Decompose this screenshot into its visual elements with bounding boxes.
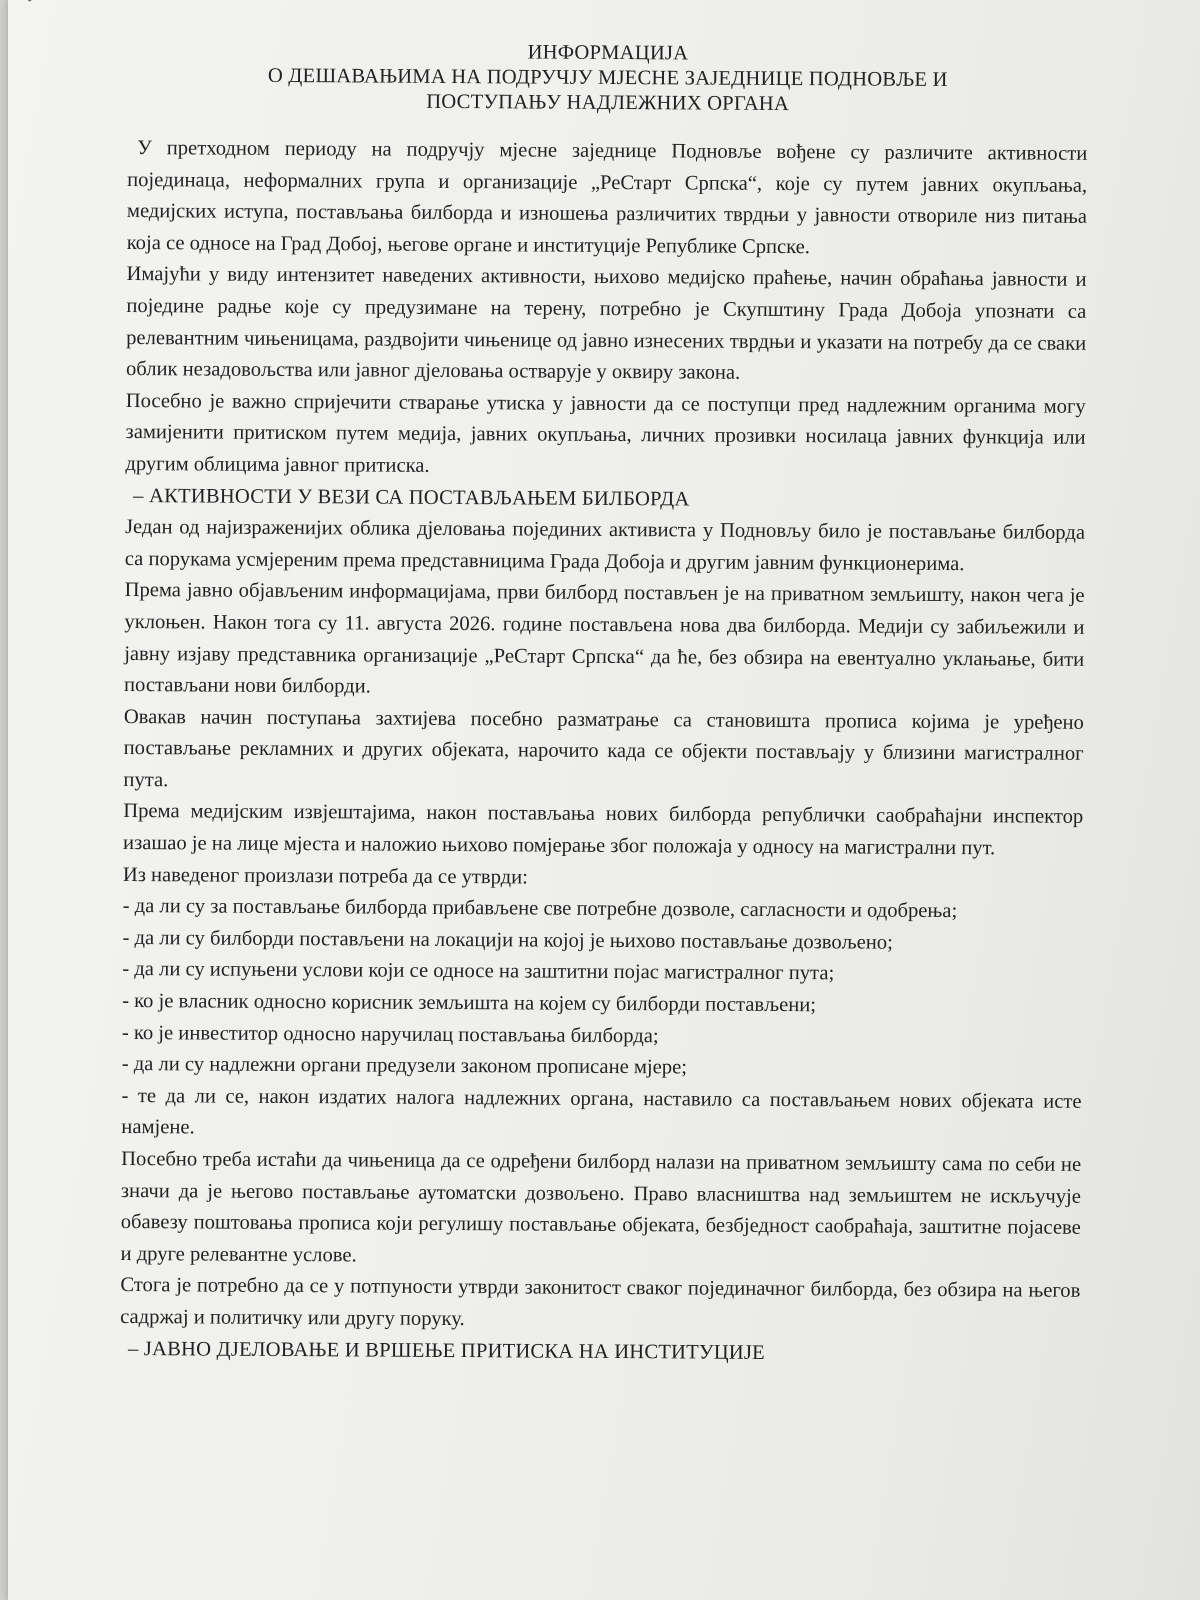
paragraph-intro-1: У претходном периоду на подручју мјесне заједнице Подновље вођене су различите активности појединаца, неформалних група и организације „РеСтарт Српска“, које су путем јавних окупљања, медијских иступа, постављања билборда и изношења различитих тврдњи у јавности отвориле низ питања која се односе на Град Добој, његове органе и институције Републике Српске. bbox=[126, 137, 1088, 258]
paragraph-billboards-2: Према јавно објављеним информацијама, први билборд постављен је на приватном земљишту, након чега је уклоњен. Након тога су 11. августа 2026. године постављена нова два билборда. Медији су забиљежили и јавну изјаву представника организације „РеСтарт Српска“ да ће, без обзира на евентуално уклањање, бити постављани нови билборди. bbox=[123, 579, 1085, 698]
list-item: - ко је власник односно корисник земљишта на којем су билборди постављени; bbox=[122, 990, 817, 1017]
title-line-1: ИНФОРМАЦИЈА bbox=[527, 41, 689, 65]
section-heading-billboards: – АКТИВНОСТИ У ВЕЗИ СА ПОСТАВЉАЊЕМ БИЛБОРДА bbox=[133, 484, 690, 510]
document-title bbox=[128, 38, 1088, 119]
paragraph-billboards-4: Према медијским извјештајима, након постављања нових билборда републички саобраћајни инспектор изашао је на лице мјеста и наложио њихово помјерање због положаја у односу на магистрални пут. bbox=[123, 800, 1084, 860]
paragraph-billboards-5: Из наведеног произлази потреба да се утврди: bbox=[122, 863, 528, 889]
paragraph-intro-2: Имајући у виду интензитет наведених активности, њихово медијско праћење, начин обраћања јавности и поједине радње које су предузимане на терену, потребно је Скупштину Града Добоја упознати са релевантним чињеницама, раздвојити чињенице од јавно изнесених тврдњи и указати на потребу да се сваки облик незадовољства или јавног дјеловања остварује у оквиру закона. bbox=[125, 263, 1087, 384]
title-line-3: ПОСТУПАЊУ НАДЛЕЖНИХ ОРГАНА bbox=[426, 90, 790, 116]
paragraph-billboards-3: Овакав начин поступања захтијева посебно разматрање са становишта прописа којима је уређено постављање рекламних и других објеката, нарочито када се објекти постављају у близини магистралног пута. bbox=[123, 705, 1084, 792]
document-body bbox=[120, 38, 1088, 1371]
section-heading-public-pressure: – ЈАВНО ДЈЕЛОВАЊЕ И ВРШЕЊЕ ПРИТИСКА НА ИНСТИТУЦИЈЕ bbox=[127, 1337, 765, 1364]
document-page bbox=[8, 0, 1200, 1600]
title-line-2: О ДЕШАВАЊИМА НА ПОДРУЧЈУ МЈЕСНЕ ЗАЈЕДНИЦЕ ПОДНОВЉЕ И bbox=[267, 64, 948, 92]
list-item: - ко је инвеститор односно наручилац постављања билборда; bbox=[121, 1021, 659, 1047]
list-item: - да ли су испуњени услови који се односе на заштитни појас магистралног пута; bbox=[122, 958, 835, 985]
paragraph-closing-1: Посебно треба истаћи да чињеница да се одређени билборд налази на приватном земљишту сама по себи не значи да је његово постављање аутоматски дозвољено. Право власништва над земљиштем не искључује обавезу поштовања прописа који регулишу постављање објеката, безбједност саобраћаја, заштитне појасеве и друге релевантне услове. bbox=[120, 1147, 1082, 1267]
paragraph-billboards-1: Један од најизраженијих облика дјеловања појединих активиста у Подновљу било је постављање билборда са порукама усмјереним према представницима Града Добоја и другим јавним функционерима. bbox=[124, 516, 1086, 575]
list-item: - да ли су за постављање билборда прибављене све потребне дозволе, сагласности и одобрења; bbox=[122, 895, 958, 923]
paragraph-intro-3: Посебно је важно спријечити стварање утиска у јавности да се поступци пред надлежним органима могу замијенити притиском путем медија, јавних окупљања, личних прозивки носилаца јавних функција или другим облицима јавног притиска. bbox=[125, 389, 1086, 477]
list-item: - те да ли се, након издатих налога надлежних органа, наставило са постављањем нових објеката исте намјене. bbox=[121, 1084, 1082, 1139]
page-edge-mark bbox=[28, 0, 55, 2]
list-item: - да ли су надлежни органи предузели законом прописане мјере; bbox=[121, 1053, 688, 1079]
list-item: - да ли су билборди постављени на локацији на којој је њихово постављање дозвољено; bbox=[122, 926, 893, 954]
paragraph-closing-2: Стога је потребно да се у потпуности утврди законитост сваког појединачног билборда, без обзира на његов садржај и политичку или другу поруку. bbox=[120, 1274, 1081, 1331]
